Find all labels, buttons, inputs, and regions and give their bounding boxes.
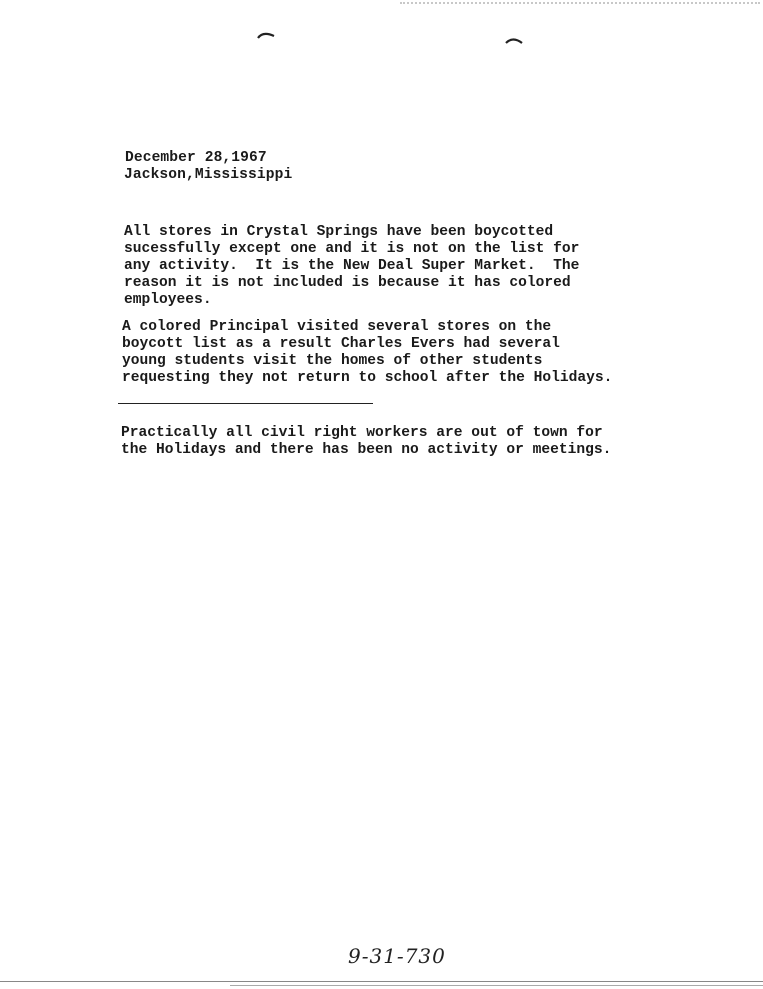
bottom-edge-line	[230, 985, 763, 986]
memo-location: Jackson,Mississippi	[124, 167, 293, 183]
text-line: sucessfully except one and it is not on the list for	[124, 241, 580, 257]
text-line: young students visit the homes of other students	[122, 353, 543, 369]
text-line: employees.	[124, 292, 212, 308]
text-line: reason it is not included is because it has colored	[124, 275, 571, 291]
memo-date: December 28,1967	[125, 150, 267, 166]
text-line: the Holidays and there has been no activity or meetings.	[121, 442, 612, 458]
text-line: requesting they not return to school after the Holidays.	[122, 370, 613, 386]
paragraph-boycott-stores	[124, 224, 579, 309]
handwritten-file-number: 9-31-730	[348, 944, 446, 968]
text-line: All stores in Crystal Springs have been boycotted	[124, 224, 554, 240]
separator-rule	[118, 403, 373, 404]
text-line: A colored Principal visited several stores on the	[122, 319, 552, 335]
bottom-edge-line	[0, 981, 763, 982]
text-line: Practically all civil right workers are out of town for	[121, 425, 603, 441]
top-edge-dots	[400, 2, 760, 4]
punch-mark-icon	[505, 35, 523, 45]
paragraph-principal-visit	[122, 319, 612, 387]
text-line: any activity. It is the New Deal Super Market. The	[124, 258, 580, 274]
punch-mark-icon	[257, 30, 275, 40]
paragraph-workers-away	[121, 425, 611, 459]
text-line: boycott list as a result Charles Evers had several	[122, 336, 560, 352]
